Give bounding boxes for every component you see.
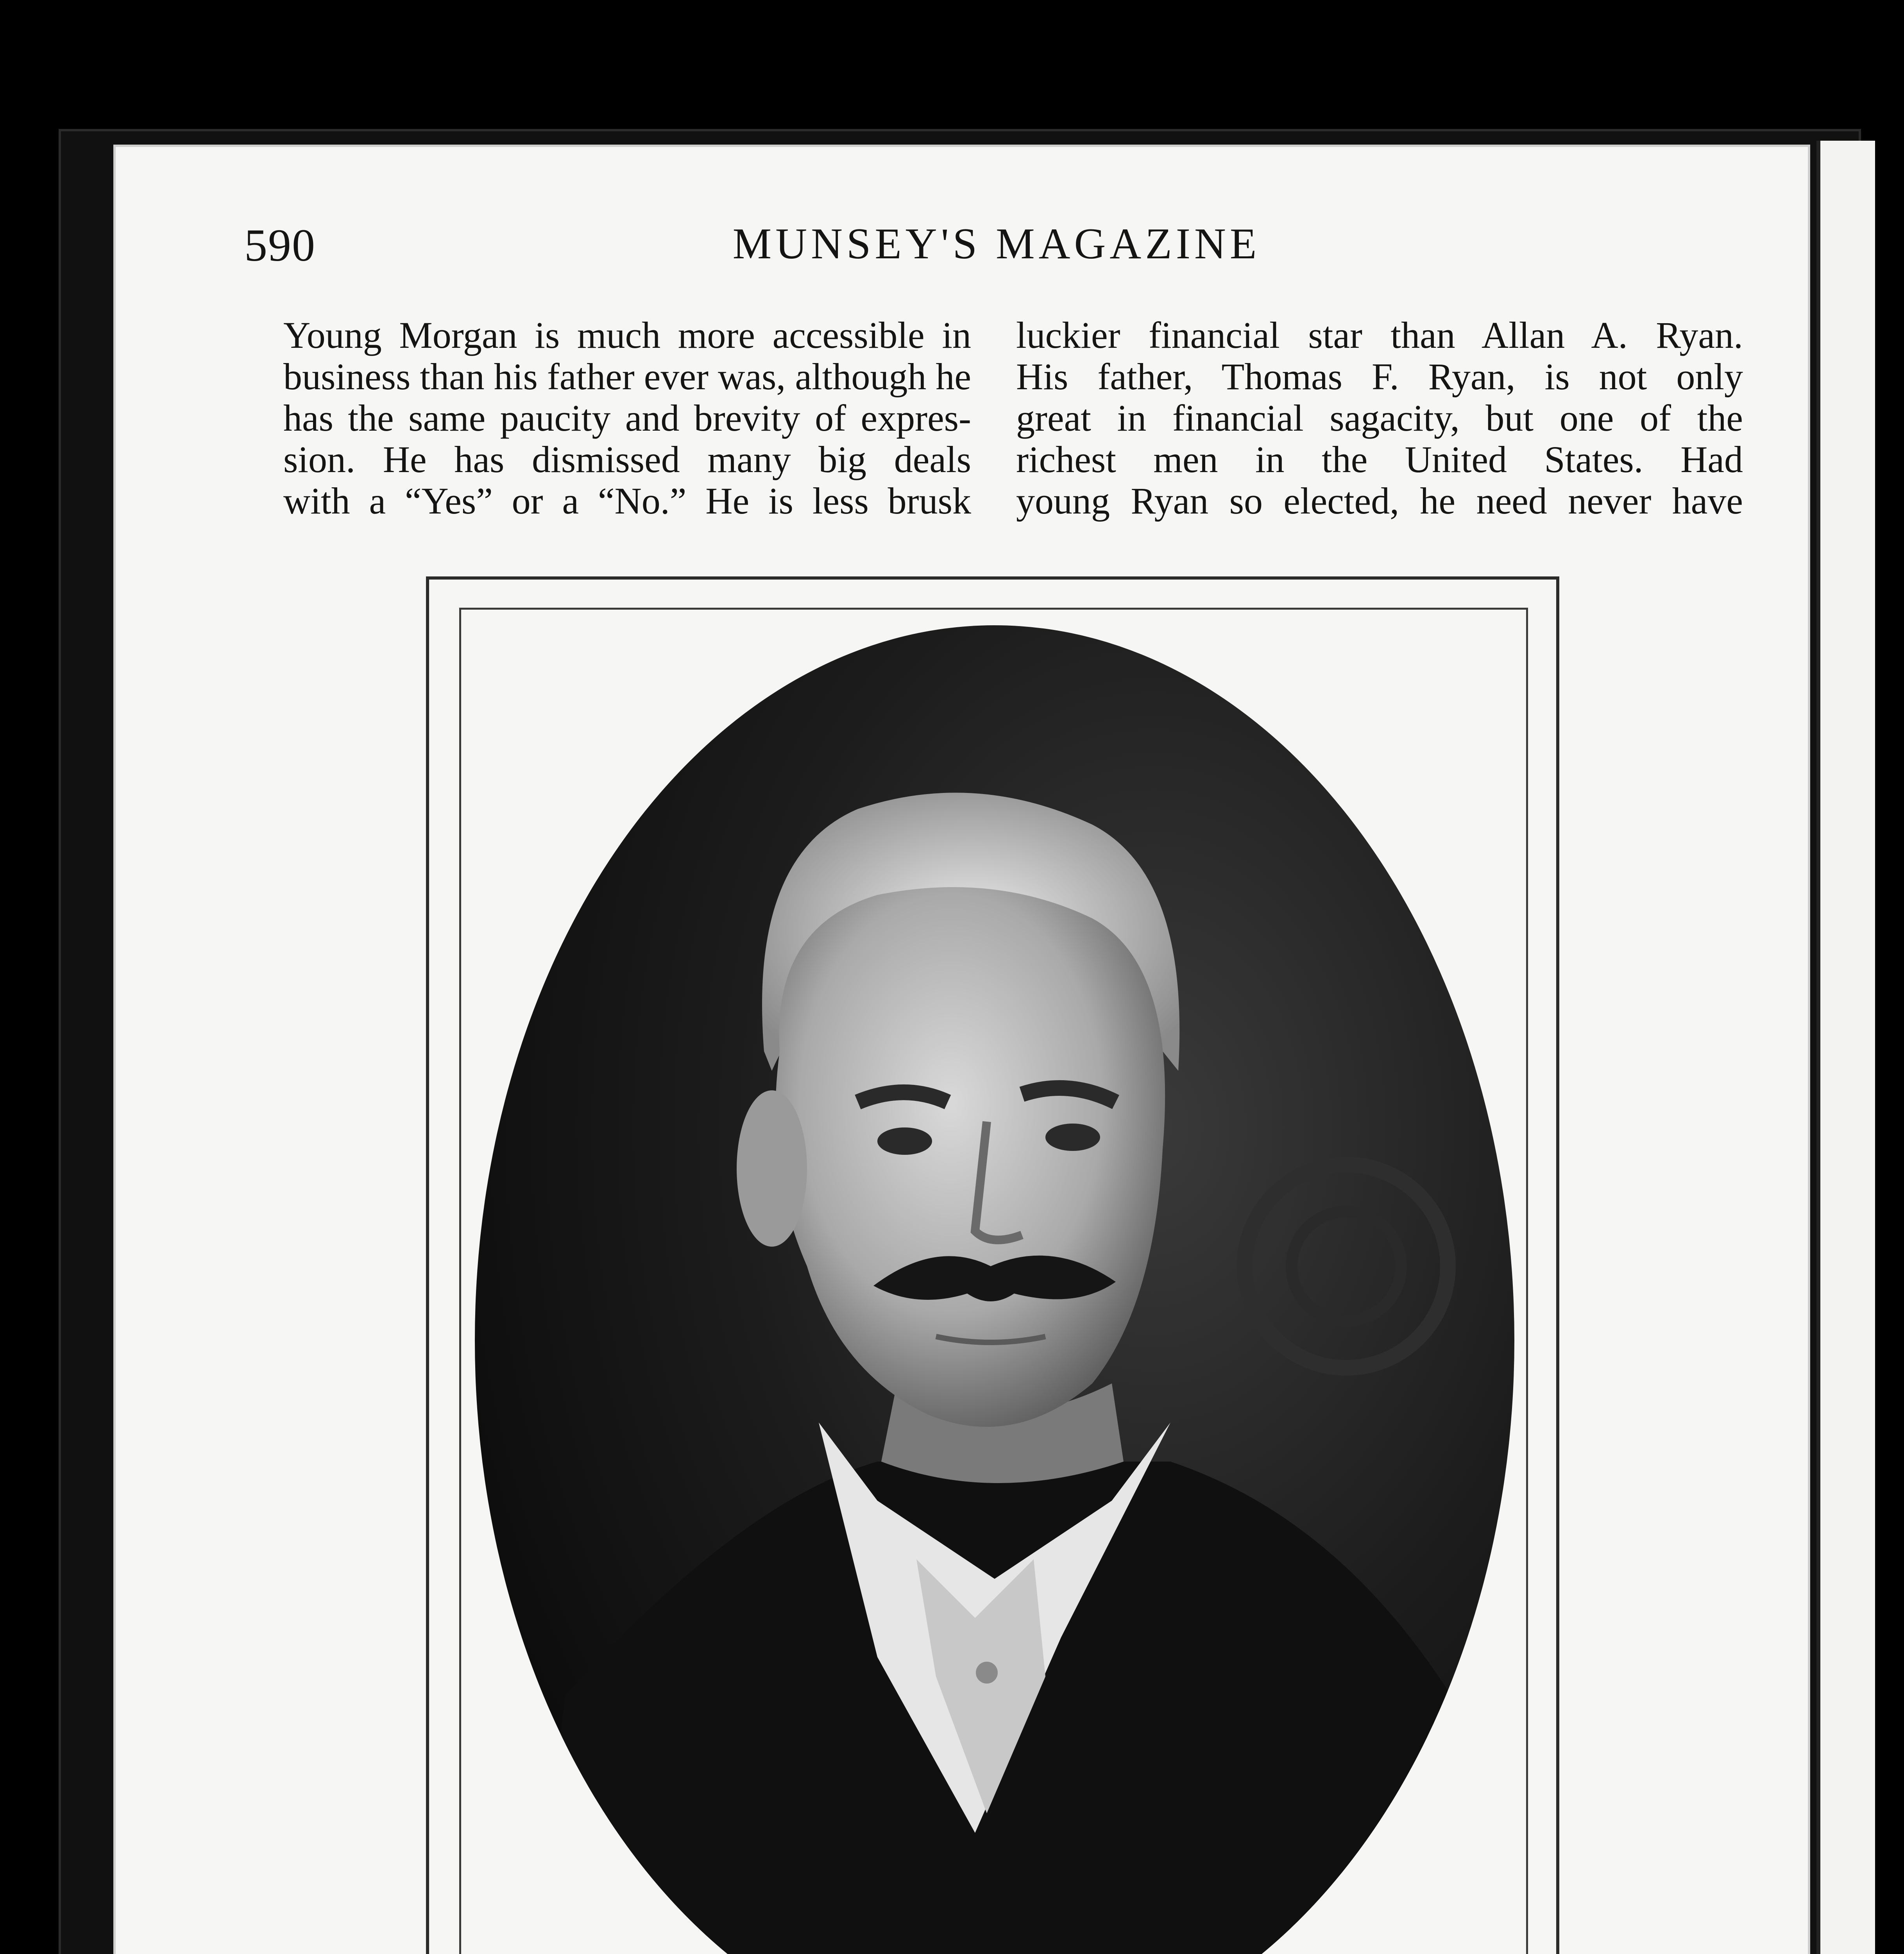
text-line: Young Morgan is much more accessible in <box>283 314 971 356</box>
running-head <box>244 219 1749 274</box>
text-line: has the same paucity and brevity of expres- <box>283 397 971 439</box>
text-line: business than his father ever was, although he <box>283 356 971 397</box>
text-line: His father, Thomas F. Ryan, is not only <box>1016 356 1743 397</box>
top-right-column <box>1016 315 1743 522</box>
text-line: great in financial sagacity, but one of the <box>1016 397 1743 439</box>
magazine-title: MUNSEY'S MAGAZINE <box>732 220 1261 268</box>
paragraph <box>1016 315 1743 522</box>
text-line: richest men in the United States. Had <box>1016 438 1743 480</box>
top-left-column <box>244 315 971 522</box>
text-line: sion. He has dismissed many big deals <box>283 438 971 480</box>
page-number: 590 <box>244 220 316 271</box>
text-line: luckier financial star than Allan A. Ryan. <box>1016 314 1743 356</box>
facing-page-edge <box>1816 141 1875 1954</box>
portrait-photograph <box>467 621 1522 1954</box>
text-line: with a “Yes” or a “No.” He is less brusk <box>283 480 971 522</box>
text-line: young Ryan so elected, he need never have <box>1016 480 1743 522</box>
paragraph <box>244 315 971 522</box>
